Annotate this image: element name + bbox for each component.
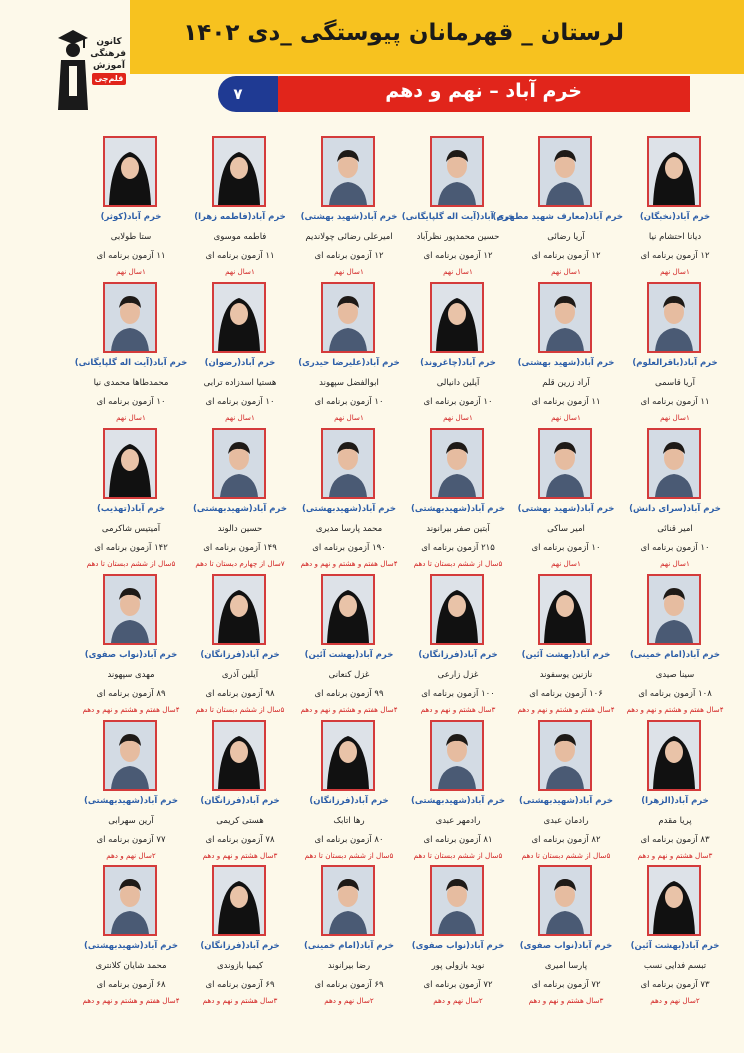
student-card <box>492 136 623 282</box>
student-school: خرم آباد(علیرضا حیدری) <box>298 358 400 368</box>
student-exams: ۱۱ آزمون برنامه ای <box>531 397 601 407</box>
portrait-icon <box>105 722 155 789</box>
student-card <box>401 720 515 866</box>
student-years: ۴سال هفتم و هشتم و نهم و دهم <box>82 996 180 1005</box>
student-school: خرم آباد(فرزانگان) <box>309 796 389 806</box>
student-exams: ۱۲ آزمون برنامه ای <box>314 251 384 261</box>
student-name: دیانا احتشام نیا <box>648 232 702 242</box>
student-exams: ۱۹۰ آزمون برنامه ای <box>312 543 386 553</box>
portrait-icon <box>540 138 590 205</box>
student-name: رادمان عبدی <box>543 816 589 826</box>
portrait-icon <box>540 576 590 643</box>
portrait-icon <box>214 867 264 934</box>
student-years: ۳سال هشتم و نهم و دهم <box>202 996 278 1005</box>
student-school: خرم آباد(شهیدبهشتی) <box>84 941 178 951</box>
student-school: خرم آباد(بهشت آئین) <box>521 650 611 660</box>
student-school: خرم آباد(امام خمینی) <box>304 941 394 951</box>
student-exams: ۱۲ آزمون برنامه ای <box>531 251 601 261</box>
student-name: محمدطاها محمدی نیا <box>93 378 169 388</box>
student-school: خرم آباد(کوثر) <box>100 212 162 222</box>
student-name: نازنین یوسفوند <box>539 670 593 680</box>
ghalamchi-logo <box>52 22 124 114</box>
student-photo <box>538 282 592 353</box>
student-row <box>0 136 744 282</box>
student-exams: ۸۰ آزمون برنامه ای <box>314 835 384 845</box>
student-school: خرم آباد(آیت اله گلپایگانی) <box>74 358 188 368</box>
student-school: خرم آباد(شهیدبهشتی) <box>193 504 287 514</box>
student-exams: ۱۱ آزمون برنامه ای <box>205 251 275 261</box>
student-years: ۵سال از ششم دبستان تا دهم <box>304 851 394 860</box>
student-school: خرم آباد(سرای دانش) <box>629 504 721 514</box>
student-school: خرم آباد(فرزانگان) <box>200 796 280 806</box>
portrait-icon <box>649 430 699 497</box>
student-school: خرم آباد(فرزانگان) <box>200 941 280 951</box>
student-school: خرم آباد(تهذیب) <box>97 504 165 514</box>
student-photo <box>103 865 157 936</box>
portrait-icon <box>105 430 155 497</box>
student-school: خرم آباد(بهشت آئین) <box>630 941 720 951</box>
student-photo <box>103 428 157 499</box>
student-exams: ۸۳ آزمون برنامه ای <box>640 835 710 845</box>
student-name: محمد شایان کلانتری <box>95 961 167 971</box>
student-photo <box>321 574 375 645</box>
page-header <box>0 0 744 122</box>
student-years: ۴سال هفتم و هشتم و نهم و دهم <box>300 559 398 568</box>
student-name: غزل زارعی <box>437 670 479 680</box>
student-photo <box>538 428 592 499</box>
student-years: ۱سال نهم <box>334 267 364 276</box>
student-photo <box>538 720 592 791</box>
student-photo <box>647 136 701 207</box>
student-school: خرم آباد(شهیدبهشتی) <box>84 796 178 806</box>
student-card <box>183 720 297 866</box>
student-years: ۵سال از ششم دبستان تا دهم <box>86 559 176 568</box>
student-card <box>74 136 188 282</box>
logo-line: فرهنگی <box>90 49 126 59</box>
portrait-icon <box>432 722 482 789</box>
student-years: ۲سال نهم و دهم <box>650 996 700 1005</box>
student-years: ۱سال نهم <box>551 559 581 568</box>
student-exams: ۲۱۵ آزمون برنامه ای <box>421 543 495 553</box>
student-years: ۱سال نهم <box>225 413 255 422</box>
student-card <box>618 282 732 428</box>
student-years: ۱سال نهم <box>443 413 473 422</box>
portrait-icon <box>105 867 155 934</box>
student-photo <box>212 428 266 499</box>
student-name: هستیا اسدزاده ترابی <box>203 378 277 388</box>
student-card <box>401 136 515 282</box>
student-photo <box>430 428 484 499</box>
student-card <box>74 865 188 1011</box>
student-exams: ۷۷ آزمون برنامه ای <box>96 835 166 845</box>
student-years: ۴سال هفتم و هشتم و نهم و دهم <box>300 705 398 714</box>
portrait-icon <box>323 722 373 789</box>
portrait-icon <box>214 284 264 351</box>
student-exams: ۶۸ آزمون برنامه ای <box>96 980 166 990</box>
student-photo <box>430 574 484 645</box>
student-school: خرم آباد(شهیدبهشتی) <box>519 796 613 806</box>
student-card <box>509 282 623 428</box>
student-exams: ۱۱ آزمون برنامه ای <box>640 397 710 407</box>
portrait-icon <box>432 430 482 497</box>
student-card <box>509 865 623 1011</box>
student-school: خرم آباد(شهید بهشتی) <box>517 358 615 368</box>
student-name: نوید بازولی پور <box>431 961 485 971</box>
student-photo <box>647 574 701 645</box>
portrait-icon <box>432 867 482 934</box>
student-exams: ۱۲ آزمون برنامه ای <box>423 251 493 261</box>
student-years: ۴سال هفتم و هشتم و نهم و دهم <box>82 705 180 714</box>
student-row <box>0 282 744 428</box>
student-years: ۴سال هفتم و هشتم و نهم و دهم <box>626 705 724 714</box>
student-photo <box>430 865 484 936</box>
student-years: ۵سال از ششم دبستان تا دهم <box>413 559 503 568</box>
portrait-icon <box>540 430 590 497</box>
student-exams: ۸۱ آزمون برنامه ای <box>423 835 493 845</box>
student-years: ۵سال از ششم دبستان تا دهم <box>413 851 503 860</box>
portrait-icon <box>323 867 373 934</box>
student-school: خرم آباد(شهیدبهشتی) <box>411 504 505 514</box>
student-school: خرم آباد(باقرالعلوم) <box>632 358 718 368</box>
student-card <box>618 865 732 1011</box>
student-photo <box>103 136 157 207</box>
student-card <box>618 428 732 574</box>
student-row <box>0 428 744 574</box>
student-years: ۱سال نهم <box>225 267 255 276</box>
student-name: ستا طولابی <box>110 232 152 242</box>
student-exams: ۸۲ آزمون برنامه ای <box>531 835 601 845</box>
student-card <box>292 574 406 720</box>
student-card <box>74 282 188 428</box>
portrait-icon <box>540 284 590 351</box>
student-name: ابوالفضل سپهوند <box>319 378 379 388</box>
student-name: رضا بیرانوند <box>327 961 371 971</box>
student-years: ۱سال نهم <box>551 413 581 422</box>
student-card <box>292 428 406 574</box>
student-card <box>509 720 623 866</box>
student-photo <box>321 136 375 207</box>
portrait-icon <box>649 722 699 789</box>
student-exams: ۹۸ آزمون برنامه ای <box>205 689 275 699</box>
student-name: آراد زرین قلم <box>542 378 590 388</box>
student-photo <box>430 282 484 353</box>
student-photo <box>321 282 375 353</box>
logo-line: آموزش <box>93 61 125 71</box>
student-name: آریا قاسمی <box>655 378 695 388</box>
student-exams: ۱۰ آزمون برنامه ای <box>640 543 710 553</box>
student-card <box>292 720 406 866</box>
student-photo <box>212 720 266 791</box>
student-exams: ۱۰ آزمون برنامه ای <box>205 397 275 407</box>
student-photo <box>321 428 375 499</box>
student-photo <box>430 720 484 791</box>
portrait-icon <box>105 576 155 643</box>
student-exams: ۱۲ آزمون برنامه ای <box>640 251 710 261</box>
student-school: خرم آباد(فرزانگان) <box>200 650 280 660</box>
portrait-icon <box>323 430 373 497</box>
portrait-icon <box>649 284 699 351</box>
student-card <box>292 865 406 1011</box>
student-school: خرم آباد(شهیدبهشتی) <box>411 796 505 806</box>
student-name: پارسا امیری <box>544 961 588 971</box>
student-years: ۳سال هشتم و نهم و دهم <box>420 705 496 714</box>
portrait-icon <box>323 138 373 205</box>
student-name: هستی کریمی <box>216 816 264 826</box>
student-school: خرم آباد(معارف شهید مطهری) <box>492 212 623 222</box>
student-card <box>183 282 297 428</box>
student-name: سینا صیدی <box>655 670 695 680</box>
portrait-icon <box>323 284 373 351</box>
student-photo <box>103 282 157 353</box>
student-exams: ۱۰۸ آزمون برنامه ای <box>638 689 712 699</box>
student-name: غزل کنعانی <box>328 670 370 680</box>
student-photo <box>103 720 157 791</box>
student-card <box>74 574 188 720</box>
section-title: خرم آباد – نهم و دهم <box>385 80 582 102</box>
portrait-icon <box>105 284 155 351</box>
student-name: آیلین آذری <box>221 670 259 680</box>
student-card <box>183 136 297 282</box>
student-school: خرم آباد(شهیدبهشتی) <box>302 504 396 514</box>
student-years: ۳سال هشتم و نهم و دهم <box>637 851 713 860</box>
student-exams: ۷۲ آزمون برنامه ای <box>423 980 493 990</box>
student-years: ۱سال نهم <box>116 267 146 276</box>
portrait-icon <box>214 576 264 643</box>
student-photo <box>538 136 592 207</box>
student-school: خرم آباد(نواب صفوی) <box>84 650 178 660</box>
student-years: ۱سال نهم <box>660 267 690 276</box>
portrait-icon <box>540 722 590 789</box>
portrait-icon <box>649 867 699 934</box>
student-photo <box>647 282 701 353</box>
logo-line: کانون <box>96 37 122 47</box>
student-school: خرم آباد(الزهرا) <box>641 796 709 806</box>
student-card <box>74 720 188 866</box>
student-card <box>401 574 515 720</box>
student-card <box>183 865 297 1011</box>
student-row <box>0 574 744 720</box>
student-exams: ۶۹ آزمون برنامه ای <box>205 980 275 990</box>
portrait-icon <box>323 576 373 643</box>
student-exams: ۱۰ آزمون برنامه ای <box>96 397 166 407</box>
student-years: ۱سال نهم <box>116 413 146 422</box>
student-years: ۳سال هشتم و نهم و دهم <box>528 996 604 1005</box>
student-school: خرم آباد(شهید بهشتی) <box>300 212 398 222</box>
student-school: خرم آباد(رضوان) <box>204 358 276 368</box>
student-card <box>509 428 623 574</box>
logo-text <box>92 36 126 85</box>
student-years: ۴سال هفتم و هشتم و نهم و دهم <box>517 705 615 714</box>
student-name: امیر قنائی <box>657 524 693 534</box>
student-exams: ۱۰ آزمون برنامه ای <box>531 543 601 553</box>
student-name: پریا مقدم <box>658 816 692 826</box>
portrait-icon <box>214 430 264 497</box>
student-photo <box>212 865 266 936</box>
student-card <box>401 282 515 428</box>
student-school: خرم آباد(شهید بهشتی) <box>517 504 615 514</box>
student-photo <box>647 720 701 791</box>
student-card <box>618 136 732 282</box>
student-years: ۲سال نهم و دهم <box>433 996 483 1005</box>
student-school: خرم آباد(بهشت آئین) <box>304 650 394 660</box>
portrait-icon <box>214 722 264 789</box>
student-exams: ۱۰ آزمون برنامه ای <box>314 397 384 407</box>
student-years: ۱سال نهم <box>443 267 473 276</box>
portrait-icon <box>214 138 264 205</box>
portrait-icon <box>105 138 155 205</box>
student-name: آیلین دانیالی <box>436 378 480 388</box>
student-name: حسین دالوند <box>217 524 263 534</box>
student-name: آرین سهرابی <box>108 816 154 826</box>
student-card <box>618 574 732 720</box>
student-row <box>0 720 744 866</box>
student-school: خرم آباد(نخبگان) <box>639 212 711 222</box>
page-title: لرستان _ قهرمانان پیوستگی _دی ۱۴۰۲ <box>183 20 624 46</box>
student-years: ۲سال نهم و دهم <box>106 851 156 860</box>
student-card <box>183 574 297 720</box>
student-card <box>292 282 406 428</box>
student-photo <box>103 574 157 645</box>
student-card <box>401 865 515 1011</box>
student-exams: ۷۲ آزمون برنامه ای <box>531 980 601 990</box>
student-years: ۵سال از ششم دبستان تا دهم <box>195 705 285 714</box>
portrait-icon <box>432 284 482 351</box>
graduate-icon <box>56 26 90 110</box>
student-card <box>618 720 732 866</box>
student-name: مهدی سپهوند <box>107 670 155 680</box>
portrait-icon <box>649 576 699 643</box>
student-photo <box>212 136 266 207</box>
student-name: امیر ساکی <box>547 524 585 534</box>
student-exams: ۷۳ آزمون برنامه ای <box>640 980 710 990</box>
student-name: آبتین صفر بیرانوند <box>426 524 490 534</box>
student-exams: ۱۴۹ آزمون برنامه ای <box>203 543 277 553</box>
student-name: کیمیا بازوندی <box>216 961 264 971</box>
student-exams: ۷۸ آزمون برنامه ای <box>205 835 275 845</box>
student-school: خرم آباد(امام خمینی) <box>630 650 720 660</box>
student-name: امیرعلی رضائی چولاندیم <box>305 232 393 242</box>
student-name: رادمهر عبدی <box>435 816 481 826</box>
student-name: رها اتابک <box>333 816 365 826</box>
student-name: آریا رضائی <box>547 232 585 242</box>
student-photo <box>647 428 701 499</box>
student-exams: ۱۰۰ آزمون برنامه ای <box>421 689 495 699</box>
portrait-icon <box>432 576 482 643</box>
student-name: آمیتیس شاکرمی <box>101 524 161 534</box>
student-photo <box>538 865 592 936</box>
student-school: خرم آباد(چاغروند) <box>420 358 496 368</box>
student-school: خرم آباد(فاطمه زهرا) <box>194 212 286 222</box>
portrait-icon <box>432 138 482 205</box>
portrait-icon <box>649 138 699 205</box>
student-exams: ۶۹ آزمون برنامه ای <box>314 980 384 990</box>
student-name: فاطمه موسوی <box>213 232 267 242</box>
student-photo <box>321 865 375 936</box>
student-card <box>74 428 188 574</box>
student-exams: ۸۹ آزمون برنامه ای <box>96 689 166 699</box>
student-photo <box>430 136 484 207</box>
student-school: خرم آباد(نواب صفوی) <box>411 941 505 951</box>
student-card <box>509 574 623 720</box>
student-card <box>183 428 297 574</box>
student-photo <box>538 574 592 645</box>
portrait-icon <box>540 867 590 934</box>
student-exams: ۹۹ آزمون برنامه ای <box>314 689 384 699</box>
student-card <box>292 136 406 282</box>
student-exams: ۱۰ آزمون برنامه ای <box>423 397 493 407</box>
student-exams: ۱۰۶ آزمون برنامه ای <box>529 689 603 699</box>
student-years: ۱سال نهم <box>660 559 690 568</box>
student-years: ۷سال از چهارم دبستان تا دهم <box>195 559 285 568</box>
student-school: خرم آباد(آیت اله گلپایگانی) <box>401 212 515 222</box>
student-exams: ۱۴۲ آزمون برنامه ای <box>94 543 168 553</box>
student-years: ۱سال نهم <box>551 267 581 276</box>
student-name: حسین محمدپور نظرآباد <box>416 232 500 242</box>
student-photo <box>212 282 266 353</box>
student-name: محمد پارسا مدیری <box>315 524 383 534</box>
student-years: ۳سال هشتم و نهم و دهم <box>202 851 278 860</box>
student-photo <box>212 574 266 645</box>
student-photo <box>647 865 701 936</box>
student-card <box>401 428 515 574</box>
student-school: خرم آباد(نواب صفوی) <box>519 941 613 951</box>
page-number: ۷ <box>233 85 243 103</box>
student-photo <box>321 720 375 791</box>
student-years: ۵سال از ششم دبستان تا دهم <box>521 851 611 860</box>
student-years: ۱سال نهم <box>334 413 364 422</box>
student-school: خرم آباد(فرزانگان) <box>418 650 498 660</box>
logo-line: قلم‌چی <box>92 73 126 85</box>
student-name: تبسم فدایی نسب <box>643 961 707 971</box>
student-years: ۱سال نهم <box>660 413 690 422</box>
student-exams: ۱۱ آزمون برنامه ای <box>96 251 166 261</box>
student-row <box>0 865 744 1011</box>
student-years: ۲سال نهم و دهم <box>324 996 374 1005</box>
